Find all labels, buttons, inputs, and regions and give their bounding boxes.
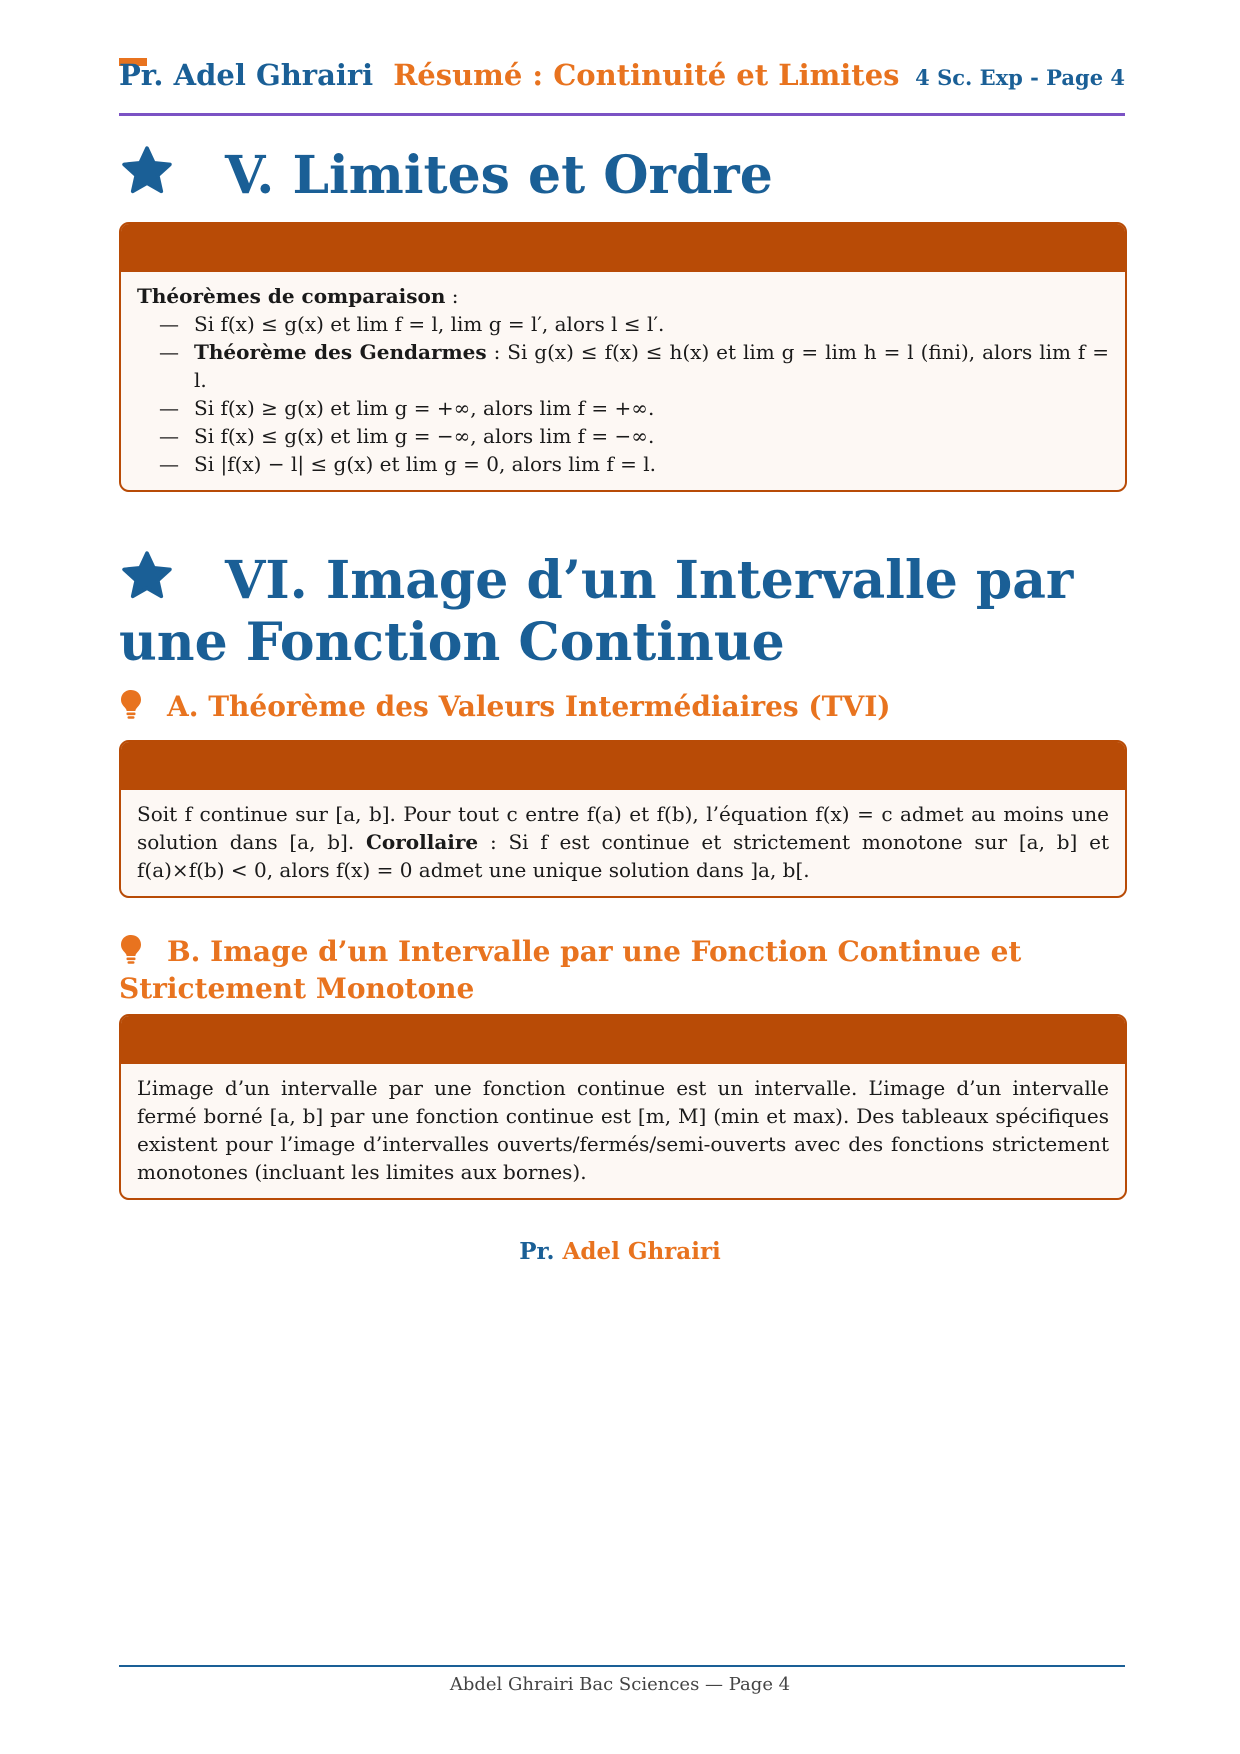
comparison-heading bbox=[137, 282, 1109, 310]
lightbulb-icon bbox=[119, 689, 143, 721]
footer-rule bbox=[119, 1665, 1125, 1667]
star-icon bbox=[119, 143, 175, 199]
subsection-b-text: B. Image d’un Intervalle par une Fonction Continue et Strictement Monotone bbox=[119, 935, 1022, 1005]
box-header-bar bbox=[121, 224, 1125, 272]
subsection-a-text: A. Théorème des Valeurs Intermédiaires (TVI) bbox=[167, 690, 891, 723]
comparison-heading-label: Théorèmes de comparaison bbox=[137, 284, 446, 308]
subsection-a-title bbox=[119, 688, 1125, 725]
image-interval-box bbox=[119, 1014, 1127, 1200]
comparison-item-gendarmes bbox=[137, 338, 1109, 394]
signature bbox=[0, 1238, 1240, 1265]
box-header-bar bbox=[121, 742, 1125, 790]
comparison-item: — Si f(x) ≥ g(x) et lim g = +∞, alors lim f = +∞. bbox=[137, 394, 1109, 422]
tvi-box bbox=[119, 740, 1127, 898]
header-left bbox=[119, 58, 899, 92]
signature-name: Adel Ghrairi bbox=[562, 1238, 721, 1265]
section-v-title bbox=[119, 143, 1125, 207]
header-title: Résumé : Continuité et Limites bbox=[393, 58, 900, 92]
tvi-box-body bbox=[121, 790, 1125, 896]
tvi-statement: Soit f continue sur [a, b]. Pour tout c entre f(a) et f(b), l’équation f(x) = c admet au moins une solution dans [a, b]. bbox=[137, 802, 1109, 854]
comparison-heading-colon: : bbox=[445, 284, 459, 308]
gendarmes-label: Théorème des Gendarmes bbox=[194, 340, 487, 364]
image-interval-box-body: L’image d’un intervalle par une fonction continue est un intervalle. L’image d’un intervalle fermé borné [a, b] par une fonction continue est [m, M] (min et max). Des tableaux spécifiques existent pour l’image d’intervalles ouverts/fermés/semi-ouverts avec des fonctions strictement monotones (incluant les limites aux bornes). bbox=[137, 1076, 1109, 1184]
header-rule bbox=[119, 113, 1125, 116]
corollaire-label: Corollaire bbox=[366, 830, 479, 854]
comparison-box-body bbox=[121, 272, 1125, 490]
comparison-item: — Si f(x) ≤ g(x) et lim f = l, lim g = l′, alors l ≤ l′. bbox=[137, 310, 1109, 338]
page-header bbox=[119, 58, 1125, 108]
subsection-b-title bbox=[119, 933, 1125, 1007]
signature-prefix: Pr. bbox=[519, 1238, 555, 1265]
box-header-bar bbox=[121, 1016, 1125, 1064]
section-vi-title bbox=[119, 548, 1125, 674]
comparison-item: — Si f(x) ≤ g(x) et lim g = −∞, alors lim f = −∞. bbox=[137, 422, 1109, 450]
lightbulb-icon bbox=[119, 934, 143, 966]
gendarmes-text: : Si g(x) ≤ f(x) ≤ h(x) et lim g = lim h = l (fini), alors lim f = l. bbox=[194, 340, 1109, 392]
header-author: Pr. Adel Ghrairi bbox=[119, 58, 374, 92]
section-vi-text: VI. Image d’un Intervalle par une Fonction Continue bbox=[119, 550, 1074, 673]
comparison-item: — Si |f(x) − l| ≤ g(x) et lim g = 0, alors lim f = l. bbox=[137, 450, 1109, 478]
page-footer: Abdel Ghrairi Bac Sciences — Page 4 bbox=[449, 1674, 791, 1695]
comparison-box bbox=[119, 222, 1127, 492]
section-v-text: V. Limites et Ordre bbox=[225, 145, 773, 206]
header-class-page: 4 Sc. Exp - Page 4 bbox=[915, 65, 1125, 90]
comparison-list bbox=[137, 310, 1109, 478]
star-icon bbox=[119, 548, 175, 604]
corollaire-text: : Si f est continue et strictement monotone sur [a, b] et f(a)×f(b) < 0, alors f(x) = 0 admet une unique solution dans ]a, b[. bbox=[137, 830, 1109, 882]
